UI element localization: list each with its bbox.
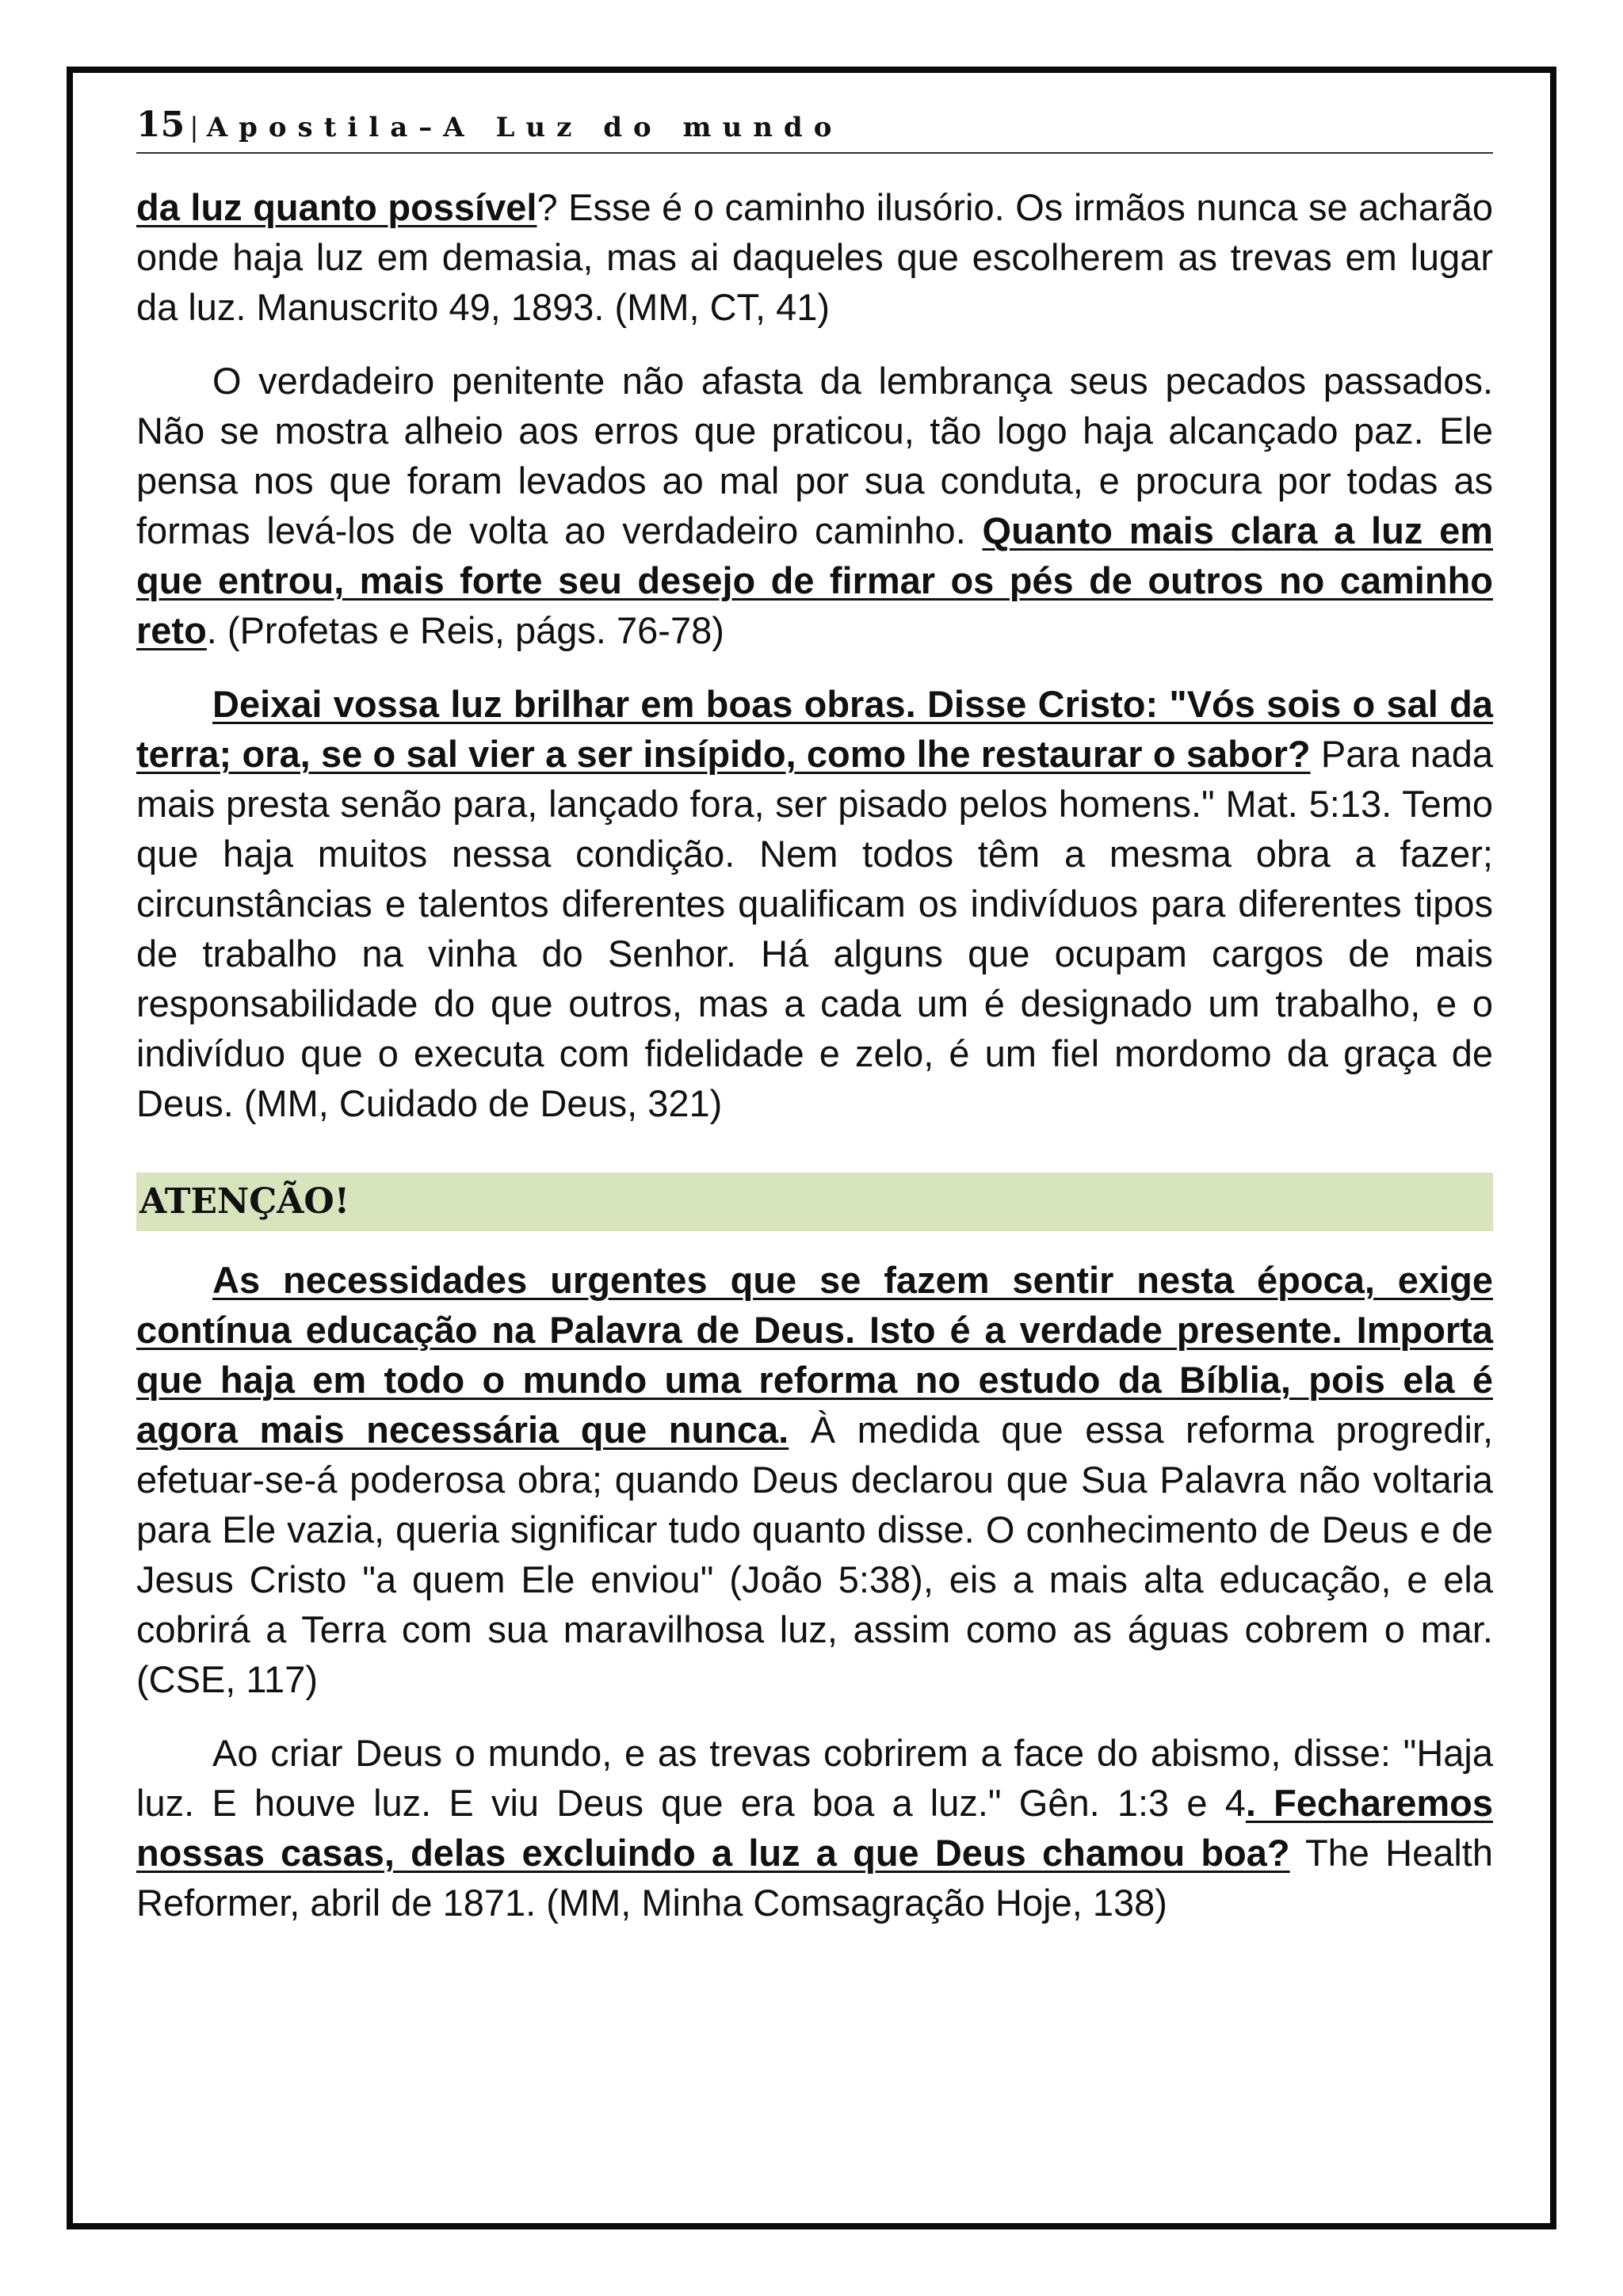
page-number: 15: [136, 105, 185, 145]
section-paragraph-2: [136, 1728, 1493, 1928]
section-paragraph-1: [136, 1255, 1493, 1704]
highlighted-text: . Fecharemos nossas casas, delas excluindo a luz a que Deus chamou boa?: [136, 1782, 1493, 1874]
highlighted-text: As necessidades urgentes que se fazem sentir nesta época, exige contínua educação na Palavra de Deus. Isto é a verdade presente. Importa que haja em todo o mundo uma reforma no estudo da Bíblia, pois ela é agora mais necessária que nunca.: [136, 1259, 1493, 1451]
paragraph-3: [136, 679, 1493, 1128]
paragraph-2: [136, 356, 1493, 655]
highlighted-text: da luz quanto possível: [136, 186, 537, 228]
header-separator: |: [189, 112, 199, 143]
document-body: [136, 182, 1493, 1951]
paragraph-1: [136, 182, 1493, 332]
body-text: . (Profetas e Reis, págs. 76-78): [206, 609, 724, 651]
body-text: Ao criar Deus o mundo, e as trevas cobrirem a face do abismo, disse: "Haja luz. E houve luz. E viu Deus que era boa a luz." Gên. 1:3 e 4: [136, 1732, 1493, 1824]
page-header: [136, 105, 1493, 154]
body-text: ? Esse é o caminho ilusório. Os irmãos nunca se acharão onde haja luz em demasia, mas ai daqueles que escolherem as trevas em lugar da luz. Manuscrito 49, 1893. (MM, CT, 41): [136, 186, 1494, 328]
body-text: Para nada mais presta senão para, lançado fora, ser pisado pelos homens." Mat. 5:13. Temo que haja muitos nessa condição. Nem todos têm a mesma obra a fazer; circunstâncias e talentos diferentes qualificam os indivíduos para diferentes tipos de trabalho na vinha do Senhor. Há alguns que ocupam cargos de mais responsabilidade do que outros, mas a cada um é designado um trabalho, e o indivíduo que o executa com fidelidade e zelo, é um fiel mordomo da graça de Deus. (MM, Cuidado de Deus, 321): [136, 733, 1494, 1124]
body-text: The Health Reformer, abril de 1871. (MM, Minha Comsagração Hoje, 138): [136, 1832, 1493, 1924]
header-title: Apostila–A Luz do mundo: [206, 112, 843, 143]
body-text: À medida que essa reforma progredir, efetuar-se-á poderosa obra; quando Deus declarou que Sua Palavra não voltaria para Ele vazia, queria significar tudo quanto disse. O conhecimento de Deus e de Jesus Cristo "a quem Ele enviou" (João 5:38), eis a mais alta educação, e ela cobrirá a Terra com sua maravilhosa luz, assim como as águas cobrem o mar. (CSE, 117): [136, 1409, 1494, 1700]
section-heading-attention: ATENÇÃO!: [136, 1173, 1493, 1231]
highlighted-text: Deixai vossa luz brilhar em boas obras. Disse Cristo: "Vós sois o sal da terra; ora, se o sal vier a ser insípido, como lhe restaurar o sabor?: [136, 683, 1493, 775]
body-text: O verdadeiro penitente não afasta da lembrança seus pecados passados. Não se mostra alheio aos erros que praticou, tão logo haja alcançado paz. Ele pensa nos que foram levados ao mal por sua conduta, e procura por todas as formas levá-los de volta ao verdadeiro caminho.: [136, 360, 1493, 551]
highlighted-text: Quanto mais clara a luz em que entrou, mais forte seu desejo de firmar os pés de outros no caminho reto: [136, 509, 1494, 651]
